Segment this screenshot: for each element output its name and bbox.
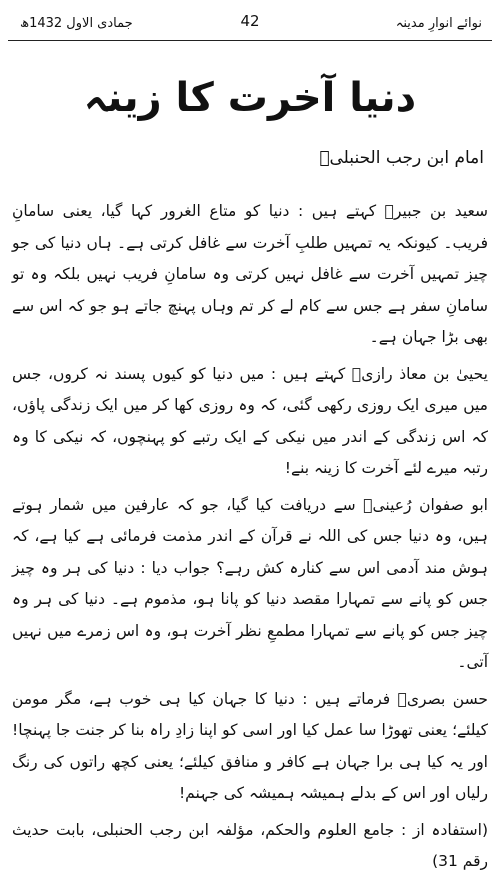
issue-date: جمادی الاول 1432ھ — [20, 16, 133, 31]
article-author: امام ابن رجب الحنبلیؒ — [319, 148, 484, 168]
paragraph-3: ابو صفوان رُعینیؒ سے دریافت کیا گیا، جو کہ عارفین میں شمار ہوتے ہیں، وہ دنیا جس کی اللہ نے قرآن کے اندر مذمت فرمائی ہے کیا ہے، کہ ہوش مند آدمی اس سے کنارہ کش رہے؟ جواب دیا : دنیا کی ہر وہ چیز جس کو پانے سے تمہارا مقصد دنیا کو پانا ہو، مذموم ہے۔ دنیا کی ہر وہ چیز جس کو پانے سے تمہارا مطمعِ نظر آخرت ہو، وہ اس زمرے میں نہیں آتی۔ — [12, 495, 488, 671]
page-number: 42 — [240, 12, 260, 30]
article-body — [12, 196, 488, 883]
article-title: دنیا آخرت کا زینہ — [83, 75, 417, 121]
paragraph-2: یحییٰ بن معاذ رازیؒ کہتے ہیں : میں دنیا کو کیوں پسند نہ کروں، جس میں میری ایک روزی رکھی گئی، کہ وہ روزی کھا کر میں ایک زندگی پاؤں، کہ اس زندگی کے اندر میں نیکی کے ایک رتبے کو پہنچوں، کہ نیکی کا وہ رتبہ میرے لئے آخرت کا زینہ بنے! — [12, 364, 488, 477]
paragraph-4: حسن بصریؒ فرماتے ہیں : دنیا کا جہان کیا ہی خوب ہے، مگر مومن کیلئے؛ یعنی تھوڑا سا عمل کیا اور اسی کو اپنا زادِ راہ بنا کر جنت جا پہنچا! اور یہ کیا ہی برا جہان ہے کافر و منافق کیلئے؛ یعنی کچھ راتوں کی رنگ رلیاں اور اس کے بدلے ہمیشہ ہمیشہ کی جہنم! — [12, 689, 488, 802]
page-header — [8, 6, 492, 41]
source-citation: (استفادہ از : جامع العلوم والحکم، مؤلفہ ابن رجب الحنبلی، بابت حدیث رقم 31) — [12, 820, 488, 870]
journal-name: نوائے انوارِ مدینہ — [395, 16, 482, 31]
paragraph-1: سعید بن جبیرؒ کہتے ہیں : دنیا کو متاع الغرور کہا گیا، یعنی سامانِ فریب۔ کیونکہ یہ تمہیں طلبِ آخرت سے غافل کرتی ہے۔ ہاں دنیا کی جو چیز تمہیں آخرت سے غافل نہیں کرتی وہ سامانِ فریب نہیں بلکہ وہ تو سامانِ سفر ہے جس سے کام لے کر تم وہاں پہنچ جاتے ہو جو کہ اس سے بھی بڑا جہان ہے۔ — [12, 202, 488, 346]
